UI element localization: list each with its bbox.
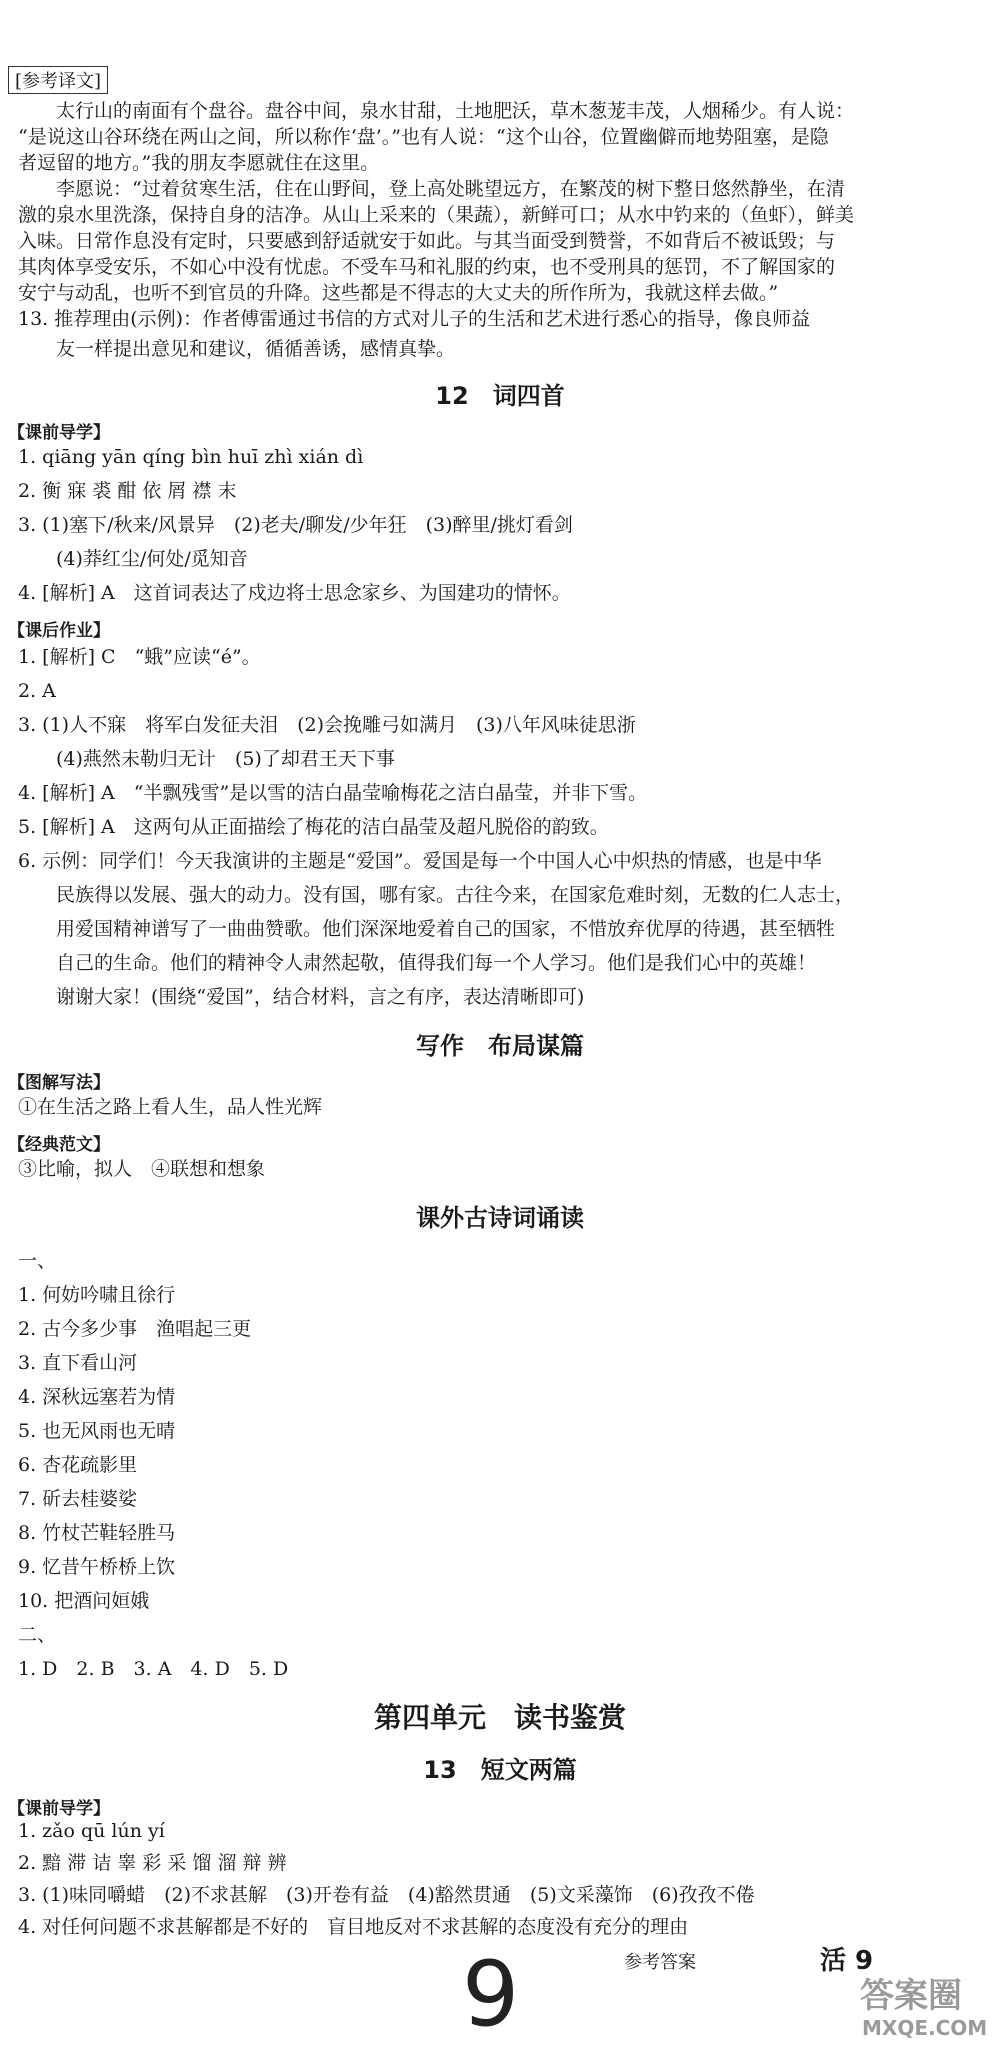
footer-label: 参考答案 bbox=[624, 1952, 696, 1973]
pre-study-tag: 【课前导学】 bbox=[8, 1799, 110, 1819]
pre-study-tag: 【课前导学】 bbox=[8, 423, 110, 443]
poems-title: 课外古诗词诵读 bbox=[416, 1204, 584, 1232]
answer-line: ③比喻，拟人 ④联想和想象 bbox=[18, 1158, 266, 1180]
poem-item: 1. 何妨吟啸且徐行 bbox=[18, 1284, 176, 1306]
poem-item: 3. 直下看山河 bbox=[18, 1352, 138, 1374]
section-12-title: 12 词四首 bbox=[435, 382, 565, 410]
translation-line: “是说这山谷环绕在两山之间，所以称作‘盘’。”也有人说：“这个山谷，位置幽僻而地势阻塞，是隐 bbox=[18, 126, 829, 148]
section-13-title: 13 短文两篇 bbox=[423, 1756, 577, 1784]
handwritten-page-number: 9 bbox=[462, 1942, 520, 2047]
poem-item: 7. 斫去桂婆娑 bbox=[18, 1488, 138, 1510]
watermark-logo: 答案圈 bbox=[860, 1976, 962, 2016]
translation-line: 太行山的南面有个盘谷。盘谷中间，泉水甘甜，土地肥沃，草木葱茏丰茂，人烟稀少。有人说： bbox=[56, 100, 855, 122]
answer-line: 1. zǎo qū lún yí bbox=[18, 1820, 165, 1842]
poem-item: 10. 把酒问姮娥 bbox=[18, 1590, 150, 1612]
translation-line: 李愿说：“过着贫寒生活，住在山野间，登上高处眺望远方，在繁茂的树下整日悠然静坐，在清 bbox=[56, 178, 845, 200]
answer-line: 民族得以发展、强大的动力。没有国，哪有家。古往今来，在国家危难时刻，无数的仁人志士， bbox=[56, 884, 855, 906]
translation-line: 入味。日常作息没有定时，只要感到舒适就安于如此。与其当面受到赞誉，不如背后不被诋毁；与 bbox=[18, 230, 836, 252]
answer-line: (4)莽红尘/何处/觅知音 bbox=[56, 548, 248, 570]
translation-line: 安宁与动乱，也听不到官员的升降。这些都是不得志的大丈夫的所作所为，我就这样去做。” bbox=[18, 282, 779, 304]
watermark-url: MXQE.COM bbox=[862, 2016, 988, 2040]
translation-header: [参考译文] bbox=[8, 66, 108, 94]
translation-line: 者逗留的地方。”我的朋友李愿就住在这里。 bbox=[18, 152, 380, 174]
answer-line: 3. (1)塞下/秋来/风景异 (2)老夫/聊发/少年狂 (3)醉里/挑灯看剑 bbox=[18, 514, 573, 536]
item-13-line: 友一样提出意见和建议，循循善诱，感情真挚。 bbox=[56, 338, 456, 360]
homework-tag: 【课后作业】 bbox=[8, 621, 110, 641]
answer-line: 4. 对任何问题不求甚解都是不好的 盲目地反对不求甚解的态度没有充分的理由 bbox=[18, 1916, 689, 1938]
poem-item: 6. 杏花疏影里 bbox=[18, 1454, 138, 1476]
answer-line: 4. [解析] A “半飘残雪”是以雪的洁白晶莹喻梅花之洁白晶莹，并非下雪。 bbox=[18, 782, 648, 804]
answer-line: 用爱国精神谱写了一曲曲赞歌。他们深深地爱着自己的国家，不惜放弃优厚的待遇，甚至牺牲 bbox=[56, 918, 836, 940]
page-number: 活 9 bbox=[820, 1946, 874, 1976]
choice-answers: 1. D 2. B 3. A 4. D 5. D bbox=[18, 1658, 289, 1680]
poem-item: 9. 忆昔午桥桥上饮 bbox=[18, 1556, 176, 1578]
translation-line: 其肉体享受安乐，不如心中没有忧虑。不受车马和礼服的约束，也不受刑具的惩罚，不了解国家的 bbox=[18, 256, 836, 278]
answer-line: 5. [解析] A 这两句从正面描绘了梅花的洁白晶莹及超凡脱俗的韵致。 bbox=[18, 816, 609, 838]
writing-tag-2: 【经典范文】 bbox=[8, 1135, 110, 1155]
answer-line: 2. 衡 寐 裘 酣 依 屑 襟 末 bbox=[18, 480, 237, 502]
answer-line: 1. qiāng yān qíng bìn huī zhì xián dì bbox=[18, 446, 364, 468]
poem-item: 4. 深秋远塞若为情 bbox=[18, 1386, 176, 1408]
answer-line: 3. (1)味同嚼蜡 (2)不求甚解 (3)开卷有益 (4)豁然贯通 (5)文采藻饰 (6)孜孜不倦 bbox=[18, 1884, 755, 1906]
item-13-line: 13. 推荐理由(示例)：作者傅雷通过书信的方式对儿子的生活和艺术进行悉心的指导，像良师益 bbox=[18, 308, 811, 330]
poem-item: 8. 竹杖芒鞋轻胜马 bbox=[18, 1522, 176, 1544]
answer-line: 谢谢大家！(围绕“爱国”，结合材料，言之有序，表达清晰即可) bbox=[56, 986, 585, 1008]
answer-line: 自己的生命。他们的精神令人肃然起敬，值得我们每一个人学习。他们是我们心中的英雄！ bbox=[56, 952, 817, 974]
answer-line: 1. [解析] C “蛾”应读“é”。 bbox=[18, 646, 261, 668]
answer-line: (4)燕然未勒归无计 (5)了却君王天下事 bbox=[56, 748, 395, 770]
answer-line: 3. (1)人不寐 将军白发征夫泪 (2)会挽雕弓如满月 (3)八年风味徒思浙 bbox=[18, 714, 636, 736]
answer-line: 6. 示例：同学们！今天我演讲的主题是“爱国”。爱国是每一个中国人心中炽热的情感，也是中华 bbox=[18, 850, 822, 872]
answer-line: 2. 黯 滞 诘 睾 彩 采 馏 溜 辩 辨 bbox=[18, 1852, 287, 1874]
answer-line: 4. [解析] A 这首词表达了戍边将士思念家乡、为国建功的情怀。 bbox=[18, 582, 571, 604]
translation-line: 激的泉水里洗涤，保持自身的洁净。从山上采来的（果蔬），新鲜可口；从水中钓来的（鱼虾），鲜美 bbox=[18, 204, 855, 226]
answer-line: ①在生活之路上看人生，品人性光辉 bbox=[18, 1096, 323, 1118]
poem-item: 2. 古今多少事 渔唱起三更 bbox=[18, 1318, 252, 1340]
unit-4-title: 第四单元 读书鉴赏 bbox=[373, 1701, 626, 1734]
part-label: 二、 bbox=[18, 1624, 57, 1646]
writing-tag-1: 【图解写法】 bbox=[8, 1073, 110, 1093]
part-label: 一、 bbox=[18, 1250, 57, 1272]
answer-line: 2. A bbox=[18, 680, 56, 702]
writing-title: 写作 布局谋篇 bbox=[416, 1032, 584, 1060]
poem-item: 5. 也无风雨也无晴 bbox=[18, 1420, 176, 1442]
